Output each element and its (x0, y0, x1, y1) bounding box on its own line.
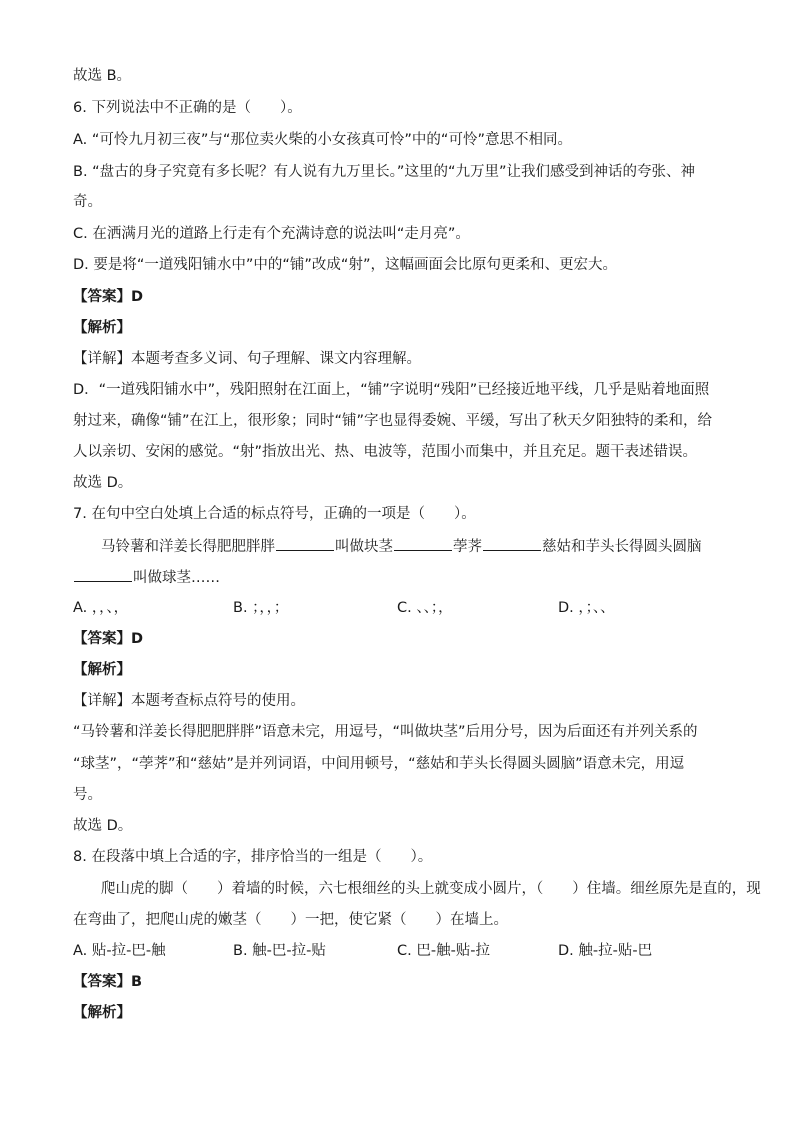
fill-blank-4 (74, 567, 132, 582)
q7-conclusion: 故选 D。 (73, 818, 133, 834)
q6-option-a: A. “可怜九月初三夜”与“那位卖火柴的小女孩真可怜”中的“可怜”意思不相同。 (73, 132, 572, 148)
q8-stem: 8. 在段落中填上合适的字，排序恰当的一组是（ ）。 (73, 849, 433, 865)
q7-answer: 【答案】D (73, 631, 144, 647)
q8-answer: 【答案】B (73, 974, 143, 990)
q6-option-b-line2: 奇。 (73, 194, 102, 210)
q6-explanation-line3: 人以亲切、安闲的感觉。“射”指放出光、热、电波等，范围小而集中，并且充足。题干表述错误。 (73, 444, 698, 460)
q7-sentence-part-c: 荸荠 (453, 539, 482, 555)
q7-explanation-line1: “马铃薯和洋姜长得肥肥胖胖”语意未完，用逗号，“叫做块茎”后用分号，因为后面还有并列关系的 (73, 724, 698, 740)
fill-blank-1 (276, 536, 334, 551)
q7-option-c: C. 、、；， (397, 600, 453, 616)
fill-blank-3 (483, 536, 541, 551)
q8-option-b: B. 触-巴-拉-贴 (233, 943, 326, 959)
q5-conclusion: 故选 B。 (73, 68, 132, 84)
q6-option-b-line1: B. “盘古的身子究竟有多长呢？有人说有九万里长。”这里的“九万里”让我们感受到神话的夸张、神 (73, 164, 695, 180)
q6-option-c: C. 在洒满月光的道路上行走有个充满诗意的说法叫“走月亮”。 (73, 226, 470, 242)
q6-analysis-label: 【解析】 (73, 320, 131, 336)
q7-sentence-part-b: 叫做块茎 (335, 539, 393, 555)
q7-sentence-part-d: 慈姑和芋头长得圆头圆脑 (542, 539, 702, 555)
q8-analysis-label: 【解析】 (73, 1005, 131, 1021)
q7-sentence-line2 (73, 567, 734, 588)
q6-stem: 6. 下列说法中不正确的是（ ）。 (73, 100, 302, 116)
fill-blank-2 (394, 536, 452, 551)
q7-stem: 7. 在句中空白处填上合适的标点符号，正确的一项是（ ）。 (73, 506, 476, 522)
q6-option-d: D. 要是将“一道残阳铺水中”中的“铺”改成“射”，这幅画面会比原句更柔和、更宏大。 (73, 257, 617, 273)
q6-detail: 【详解】本题考查多义词、句子理解、课文内容理解。 (73, 351, 421, 367)
q7-explanation-line2: “球茎”，“荸荠”和“慈姑”是并列词语，中间用顿号，“慈姑和芋头长得圆头圆脑”语意未完，用逗 (73, 756, 685, 772)
q7-explanation-line3: 号。 (73, 787, 102, 803)
q8-option-d: D. 触-拉-贴-巴 (558, 943, 653, 959)
q8-paragraph-line1: 爬山虎的脚（ ）着墙的时候，六七根细丝的头上就变成小圆片，（ ）住墙。细丝原先是直的，现 (101, 881, 761, 897)
q7-sentence-part-a: 马铃薯和洋姜长得肥肥胖胖 (101, 539, 275, 555)
q8-option-a: A. 贴-拉-巴-触 (73, 943, 166, 959)
q7-analysis-label: 【解析】 (73, 662, 131, 678)
q7-detail: 【详解】本题考查标点符号的使用。 (73, 693, 305, 709)
q6-explanation-line1: D．“一道残阳铺水中”，残阳照射在江面上，“铺”字说明“残阳”已经接近地平线，几乎是贴着地面照 (73, 382, 710, 398)
q7-option-d: D. ，；、、 (558, 600, 615, 616)
q6-answer: 【答案】D (73, 289, 144, 305)
q7-option-a: A. ，，、， (73, 600, 129, 616)
q6-conclusion: 故选 D。 (73, 475, 133, 491)
q7-sentence-part-e: 叫做球茎…… (133, 570, 220, 586)
q7-option-b: B. ；，，； (233, 600, 289, 616)
q8-option-c: C. 巴-触-贴-拉 (397, 943, 491, 959)
q8-paragraph-line2: 在弯曲了，把爬山虎的嫩茎（ ）一把，使它紧（ ）在墙上。 (73, 912, 508, 928)
q7-sentence-line1 (101, 536, 734, 557)
q6-explanation-line2: 射过来，确像“铺”在江上，很形象；同时“铺”字也显得委婉、平缓，写出了秋天夕阳独特的柔和，给 (73, 413, 713, 429)
